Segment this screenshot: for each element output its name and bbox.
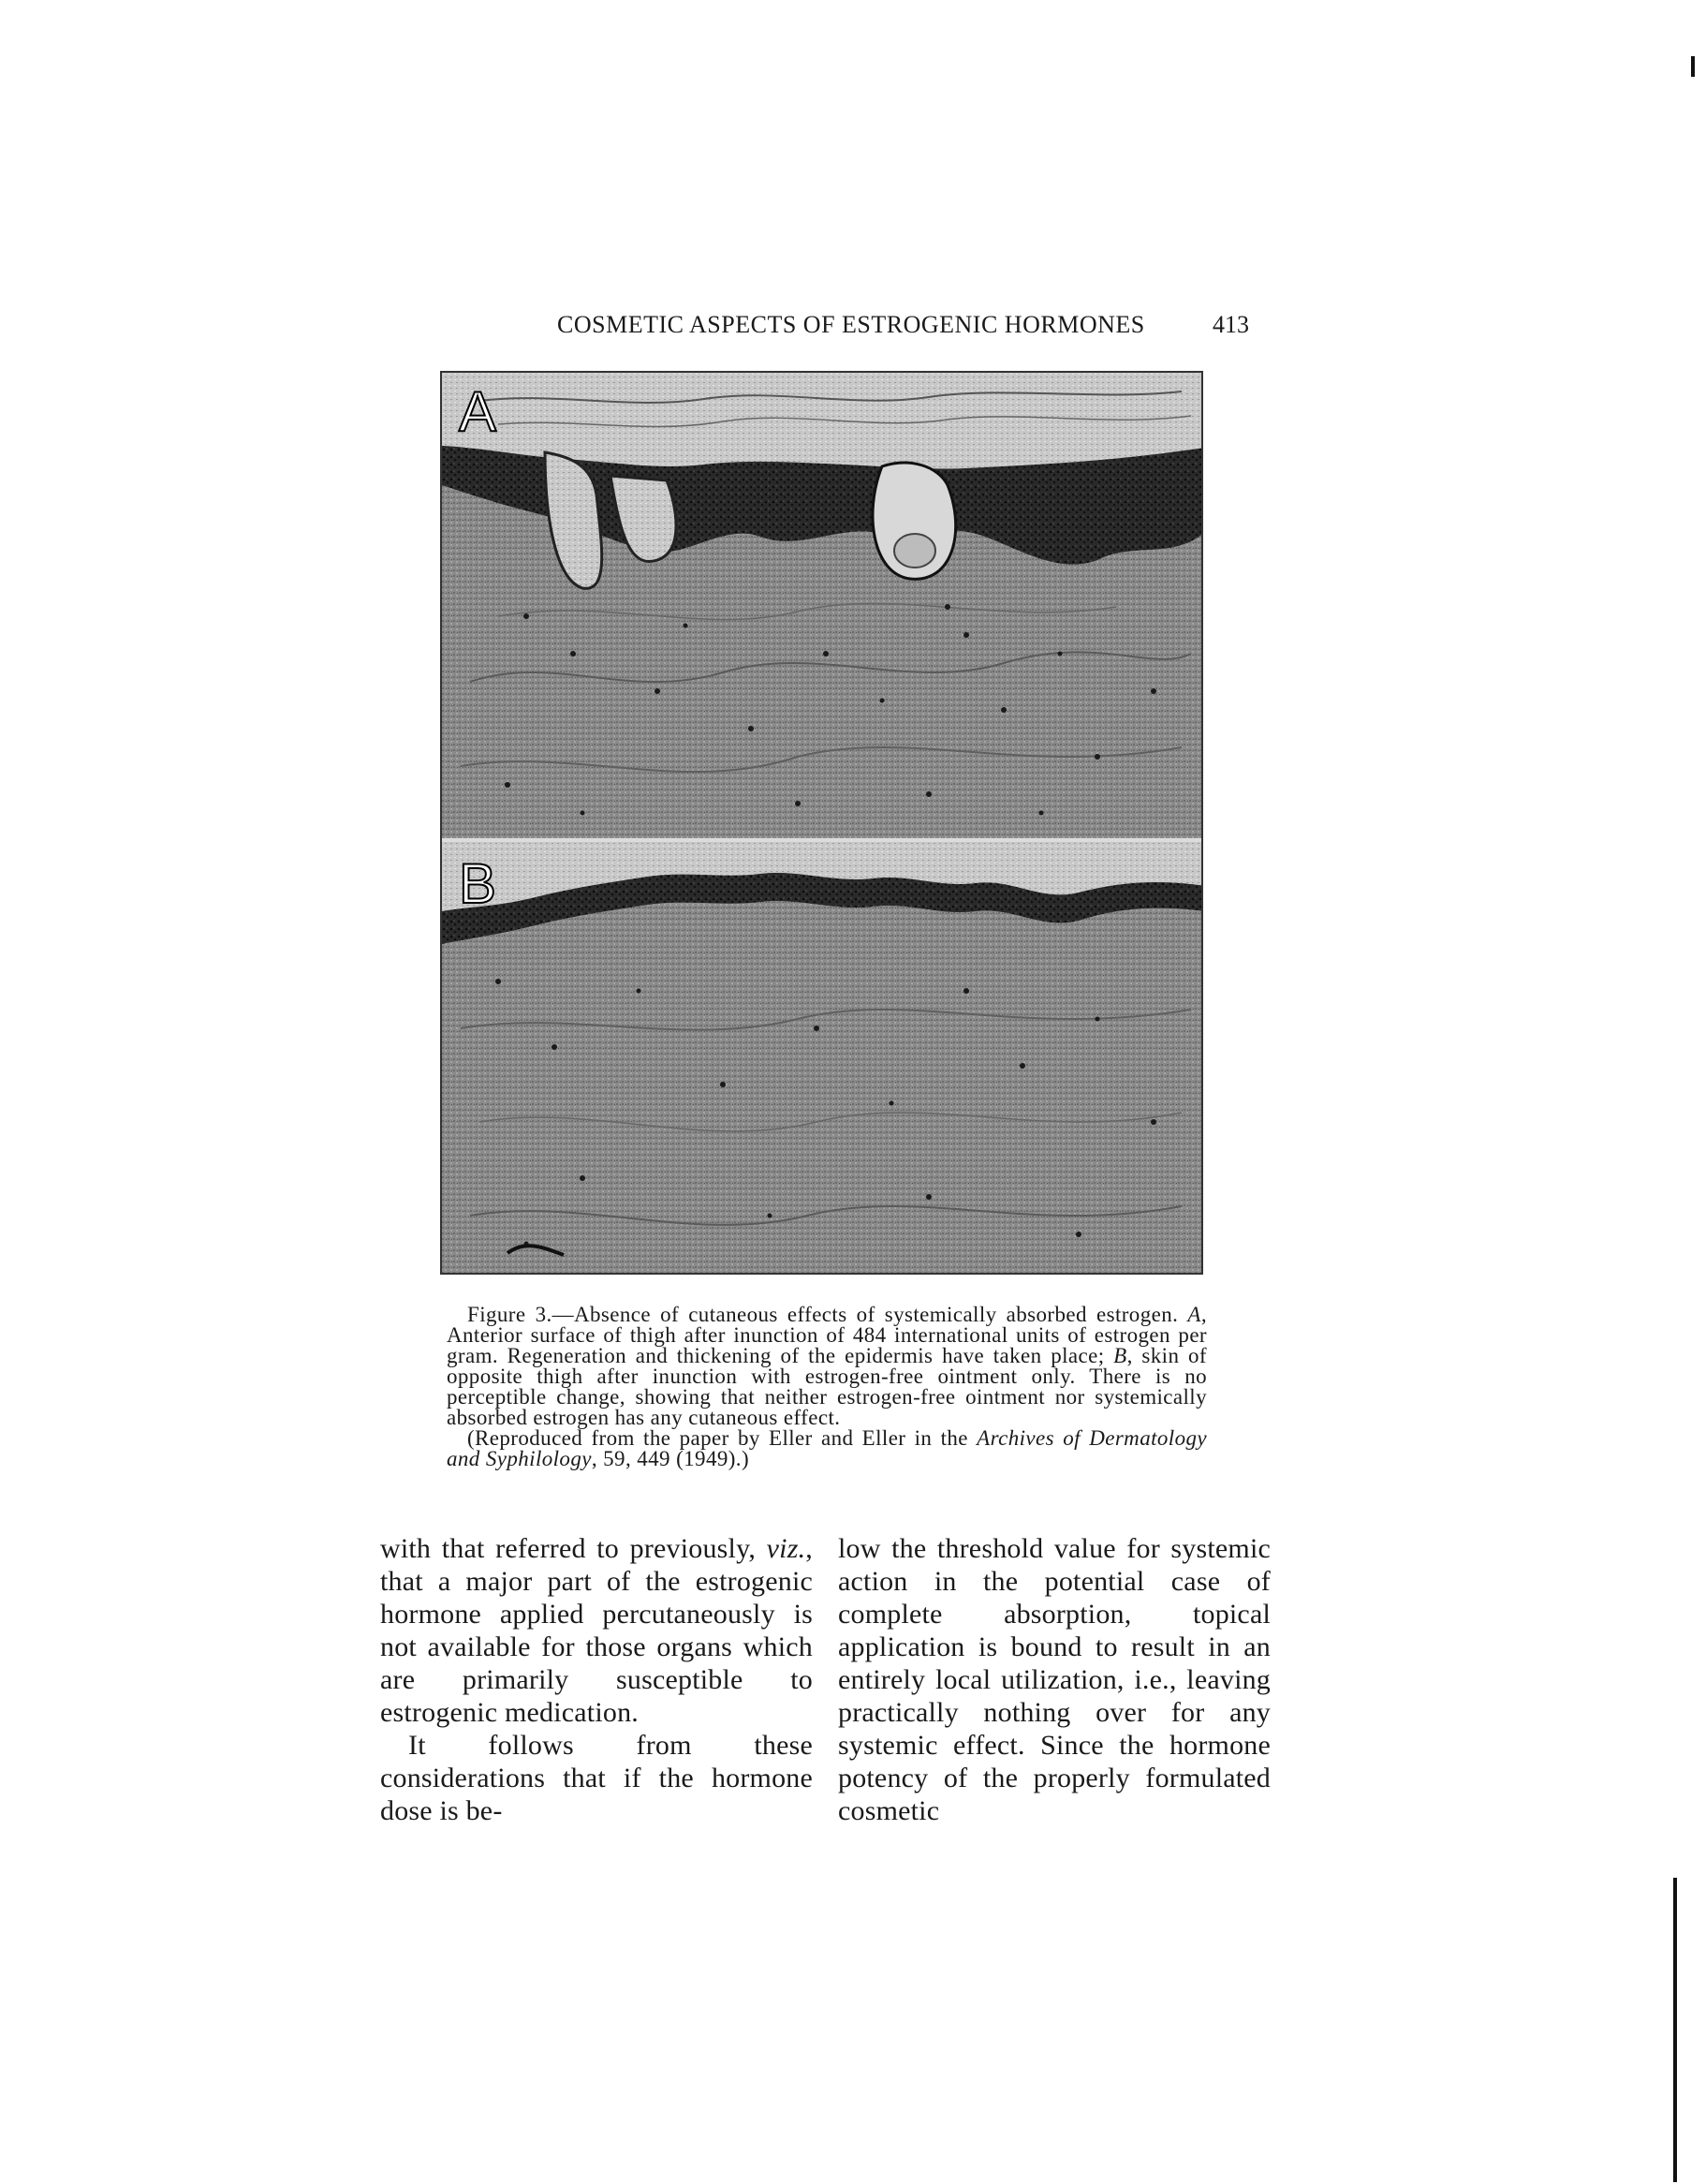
caption-title: Figure 3.—Absence of cutaneous effects of systemically absorbed estrogen. <box>467 1303 1179 1326</box>
micrograph-image <box>442 373 1203 1275</box>
caption-body-2: , skin of opposite thigh after inunction with estrogen-free ointment only. There is no perceptible change, showing that neither estrogen-free ointment nor systemically absorbed estrogen has any cutaneous effect. <box>447 1344 1207 1429</box>
left-paragraph-1 <box>380 1532 813 1729</box>
panel-b-label: B <box>459 852 497 915</box>
left-para1-a: with that referred to previously, <box>380 1533 767 1564</box>
figure-micrograph <box>440 371 1203 1275</box>
page-number: 413 <box>1213 311 1249 338</box>
running-title: COSMETIC ASPECTS OF ESTROGENIC HORMONES <box>557 311 1145 338</box>
caption-panel-b-ref: B <box>1113 1344 1127 1367</box>
caption-source-pre: (Reproduced from the paper by Eller and Eller in the <box>467 1426 978 1450</box>
panel-a <box>442 373 1203 838</box>
body-column-left <box>380 1532 813 1827</box>
caption-paragraph <box>447 1305 1207 1428</box>
left-para1-viz: viz. <box>766 1533 806 1564</box>
body-column-right <box>838 1532 1271 1827</box>
caption-source-journal: Archives of Dermatology and Syphilology <box>447 1426 1207 1470</box>
caption-body-1: , Anterior surface of thigh after inunction of 484 international units of estrogen per gram. Regeneration and thickening of the epidermis have taken place; <box>447 1303 1207 1367</box>
caption-source-citation: , 59, 449 (1949).) <box>591 1447 750 1470</box>
caption-source <box>447 1428 1207 1469</box>
scan-mark-top-right <box>1691 56 1695 77</box>
panel-a-label: A <box>459 380 497 443</box>
right-paragraph: low the threshold value for systemic action in the potential case of complete absorption, topical application is bound to result in an entirely local utilization, i.e., leaving practically nothing over for any systemic effect. Since the hormone potency of the properly formulated cosmetic <box>838 1533 1271 1826</box>
figure-caption <box>447 1305 1207 1469</box>
left-paragraph-2: It follows from these considerations that if the hormone dose is be- <box>380 1730 813 1826</box>
running-head <box>440 311 1283 348</box>
left-para1-b: , that a major part of the estrogenic hormone applied percutaneously is not available for those organs which are primarily susceptible to estrogenic medication. <box>380 1533 813 1728</box>
scan-mark-right-edge <box>1673 1878 1677 2182</box>
panel-b <box>442 842 1203 1275</box>
caption-panel-a-ref: A <box>1187 1303 1201 1326</box>
